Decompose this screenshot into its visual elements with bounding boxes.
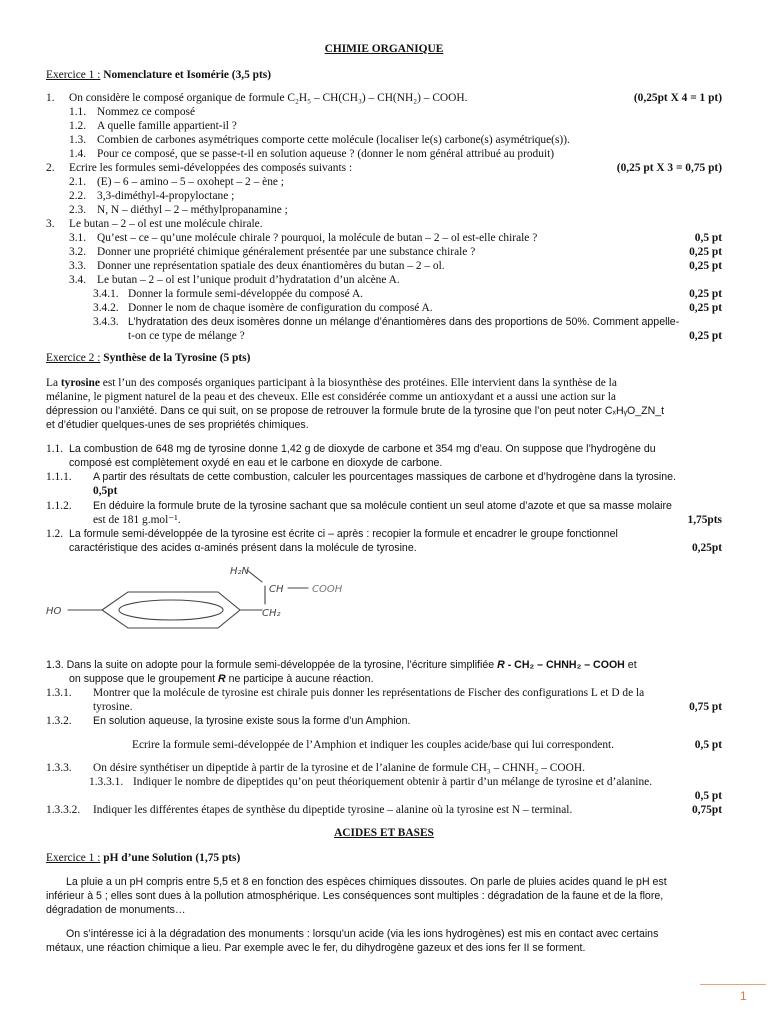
- page-number: 1: [740, 989, 747, 1003]
- h2n-label: H₂N: [230, 566, 250, 577]
- q1-1-1-num: 1.1.1.: [46, 471, 72, 483]
- ho-label: HO: [46, 606, 62, 617]
- q1-3-2-b-points: 0,5 pt: [694, 739, 722, 751]
- q1-1-2-line1: En déduire la formule brute de la tyrosine sachant que sa molécule contient un seul atome d’azote et que sa masse molaire: [93, 500, 672, 512]
- q2-1-text: (E) – 6 – amino – 5 – oxohept – 2 – ène ;: [97, 176, 284, 188]
- q1-1-ex2-num: 1.1.: [46, 443, 64, 455]
- q2-2-num: 2.2.: [69, 190, 87, 202]
- q3-3-text: Donner une représentation spatiale des deux énantiomères du butan – 2 – ol.: [97, 260, 445, 272]
- q3-4-3-points: 0,25 pt: [689, 330, 722, 342]
- q3-4-2-num: 3.4.2.: [93, 302, 119, 314]
- q1-1-2-points: 1,75pts: [687, 514, 722, 526]
- q1-1-1-points: 0,5pt: [93, 485, 118, 497]
- ch-label: CH: [269, 584, 284, 595]
- q2-points: (0,25 pt X 3 = 0,75 pt): [616, 162, 722, 174]
- benzene-ring: [102, 592, 240, 628]
- ex3-p1-line2: inférieur à 5 ; elles sont dues à la pollution atmosphérique. Les conséquences sont multiples : dégradation de la faune et de la flore,: [46, 890, 664, 902]
- q1-3-3-text: On désire synthétiser un dipeptide à partir de la tyrosine et de l’alanine de formule CH₃ – CHNH₂ – COOH.: [93, 762, 585, 774]
- q1-num: 1.: [46, 92, 55, 104]
- q3-3-points: 0,25 pt: [689, 260, 722, 272]
- q1-1-ex2-line2: composé est complètement oxydé en eau et le carbone en dioxyde de carbone.: [69, 457, 443, 469]
- q2-2-text: 3,3-diméthyl-4-propyloctane ;: [97, 190, 235, 202]
- q2-text: Ecrire les formules semi-développées des composés suivants :: [69, 162, 353, 174]
- q2-3-text: N, N – diéthyl – 2 – méthylpropanamine ;: [97, 204, 288, 216]
- q1-1-2-num: 1.1.2.: [46, 500, 72, 512]
- q3-4-1-points: 0,25 pt: [689, 288, 722, 300]
- q1-3-2-text: En solution aqueuse, la tyrosine existe sous la forme d’un Amphion.: [93, 715, 411, 727]
- q1-1-2-line2: est de 181 g.mol⁻¹.: [93, 514, 181, 526]
- q3-1-num: 3.1.: [69, 232, 87, 244]
- q3-4-3-num: 3.4.3.: [93, 316, 119, 328]
- n-ch-bond: [247, 570, 262, 582]
- q1-3-1-line2: tyrosine.: [93, 701, 133, 713]
- q1-3-ex2-line2: on suppose que le groupement R ne participe à aucune réaction.: [69, 673, 374, 685]
- ex3-p2-line1: On s’intéresse ici à la dégradation des monuments : lorsqu’un acide (via les ions hydrogènes) est mis en contact avec certains: [66, 928, 659, 940]
- q1-3-2-num: 1.3.2.: [46, 715, 72, 727]
- ex3-p1-line1: La pluie a un pH compris entre 5,5 et 8 en fonction des espèces chimiques dissoutes. On parle de pluies acides quand le pH est: [66, 876, 667, 888]
- q1-3-2-b-text: Ecrire la formule semi-développée de l’Amphion et indiquer les couples acide/base qui lui correspondent.: [132, 739, 615, 751]
- ex3-p2-line2: métaux, une réaction chimique a lieu. Par exemple avec le fer, du dihydrogène gazeux et des ions fer II se forment.: [46, 942, 586, 954]
- q3-4-1-num: 3.4.1.: [93, 288, 119, 300]
- q2-1-num: 2.1.: [69, 176, 87, 188]
- q3-4-3-cont: t-on ce type de mélange ?: [128, 330, 245, 342]
- q3-4-num: 3.4.: [69, 274, 87, 286]
- q3-4-2-text: Donner le nom de chaque isomère de configuration du composé A.: [128, 302, 433, 314]
- q1-3-ex2-line1: 1.3. Dans la suite on adopte pour la formule semi-développée de la tyrosine, l’écriture simplifiée R - CH₂ – CHNH₂ – COOH et: [46, 659, 637, 671]
- q1-1-1-text: A partir des résultats de cette combustion, calculer les pourcentages massiques de carbone et d’hydrogène dans la tyrosine.: [93, 471, 676, 483]
- q1-3-3-1-num: 1.3.3.1.: [89, 776, 124, 788]
- q3-num: 3.: [46, 218, 55, 230]
- q1-4-text: Pour ce composé, que se passe-t-il en solution aqueuse ? (donner le nom général attribué au produit): [97, 148, 555, 160]
- q1-3-text: Combien de carbones asymétriques comporte cette molécule (localiser le(s) carbone(s) asymétrique(s)).: [97, 134, 570, 146]
- q2-3-num: 2.3.: [69, 204, 87, 216]
- q1-3-3-2-num: 1.3.3.2.: [46, 804, 81, 816]
- q1-2-ex2-points: 0,25pt: [691, 542, 722, 554]
- exercise-1-heading: Exercice 1 : Nomenclature et Isomérie (3,5 pts): [46, 69, 272, 81]
- ex2-intro-line4: et d’étudier quelques-unes de ses propriétés chimiques.: [46, 419, 309, 431]
- q1-1-text: Nommez ce composé: [97, 106, 196, 118]
- q3-4-2-points: 0,25 pt: [689, 302, 722, 314]
- q1-3-num: 1.3.: [69, 134, 87, 146]
- q1-1-num: 1.1.: [69, 106, 87, 118]
- q1-3-3-1-points: 0,5 pt: [694, 790, 722, 802]
- q2-num: 2.: [46, 162, 55, 174]
- q3-1-text: Qu’est – ce – qu’une molécule chirale ? pourquoi, la molécule de butan – 2 – ol est-elle chirale ?: [97, 232, 538, 244]
- q3-4-text: Le butan – 2 – ol est l’unique produit d’hydratation d’un alcène A.: [97, 274, 400, 286]
- q1-3-1-line1: Montrer que la molécule de tyrosine est chirale puis donner les représentations de Fischer des configurations L et D de la: [93, 687, 645, 699]
- ex3-p1-line3: dégradation de monuments…: [46, 904, 186, 916]
- q1-points: (0,25pt X 4 = 1 pt): [633, 92, 722, 104]
- benzene-inner-ring: [119, 600, 223, 620]
- q1-2-ex2-line1: La formule semi-développée de la tyrosine est écrite ci – après : recopier la formule et encadrer le groupe fonctionnel: [69, 528, 618, 540]
- q3-4-1-text: Donner la formule semi-développée du composé A.: [128, 288, 364, 300]
- ex2-intro-line2: mélanine, le pigment naturel de la peau et des cheveux. Elle est considérée comme un antioxydant et a aussi une action sur la: [46, 391, 616, 403]
- q3-2-num: 3.2.: [69, 246, 87, 258]
- ex2-intro-line3: dépression ou l’anxiété. Dans ce qui suit, on se propose de retrouver la formule brute de la tyrosine que l’on peut noter CₓHᵧO_ZN_t: [46, 405, 665, 417]
- q3-2-points: 0,25 pt: [689, 246, 722, 258]
- q1-3-3-num: 1.3.3.: [46, 762, 72, 774]
- q1-2-ex2-line2: caractéristique des acides α-aminés présent dans la molécule de tyrosine.: [69, 542, 417, 554]
- tyrosine-structure-sketch: [40, 560, 400, 640]
- q1-1-ex2-line1: La combustion de 648 mg de tyrosine donne 1,42 g de dioxyde de carbone et 354 mg d’eau. On suppose que l’hydrogène du: [69, 443, 656, 455]
- q3-3-num: 3.3.: [69, 260, 87, 272]
- exercise-2-heading: Exercice 2 : Synthèse de la Tyrosine (5 pts): [46, 352, 251, 364]
- page-title: CHIMIE ORGANIQUE: [324, 43, 444, 55]
- q1-3-3-2-text: Indiquer les différentes étapes de synthèse du dipeptide tyrosine – alanine où la tyrosine est N – terminal.: [93, 804, 573, 816]
- q3-1-points: 0,5 pt: [694, 232, 722, 244]
- q1-3-1-num: 1.3.1.: [46, 687, 72, 699]
- exercise-3-heading: Exercice 1 : pH d’une Solution (1,75 pts): [46, 852, 241, 864]
- q1-2-text: A quelle famille appartient-il ?: [97, 120, 237, 132]
- ex2-intro-line1: La tyrosine est l’un des composés organiques participant à la biosynthèse des protéines. Elle intervient dans la synthèse de la: [46, 377, 617, 389]
- q1-text: On considère le composé organique de formule C₂H₅ – CH(CH₃) – CH(NH₂) – COOH.: [69, 92, 468, 104]
- ch2-label: CH₂: [262, 608, 281, 619]
- cooh-label: COOH: [312, 584, 343, 595]
- q1-2-num: 1.2.: [69, 120, 87, 132]
- q1-3-3-2-points: 0,75pt: [691, 804, 722, 816]
- q1-3-1-points: 0,75 pt: [689, 701, 722, 713]
- q1-3-3-1-text: Indiquer le nombre de dipeptides qu’on peut théoriquement obtenir à partir d’un mélange de tyrosine et d’alanine.: [133, 776, 653, 788]
- page-number-rule: [700, 984, 766, 985]
- section-title-acids-bases: ACIDES ET BASES: [334, 827, 434, 839]
- q3-text: Le butan – 2 – ol est une molécule chirale.: [69, 218, 263, 230]
- q3-2-text: Donner une propriété chimique généralement présentée par une substance chirale ?: [97, 246, 476, 258]
- q3-4-3-text: L’hydratation des deux isomères donne un mélange d’énantiomères dans des proportions de 50%. Comment appelle-: [128, 316, 680, 328]
- q1-4-num: 1.4.: [69, 148, 87, 160]
- q1-2-ex2-num: 1.2.: [46, 528, 64, 540]
